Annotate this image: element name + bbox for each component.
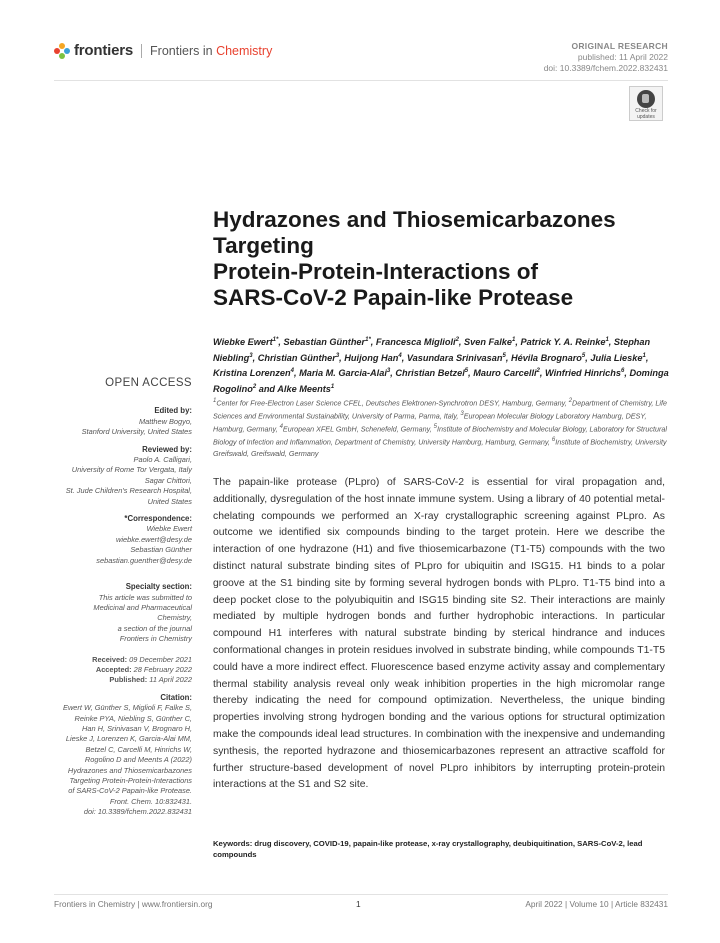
title-line: SARS-CoV-2 Papain-like Protease xyxy=(213,285,574,310)
logo-divider xyxy=(141,44,142,58)
email-link[interactable]: sebastian.guenther@desy.de xyxy=(96,555,192,565)
frontiers-logo-icon xyxy=(54,43,70,59)
citation-label: Citation: xyxy=(160,692,192,702)
affiliations: $^1$Center for Free-Electron Laser Science CFEL, Deutsches Elektronen-Synchrotron DESY, Hamburg, Germany, $^2$Department of Chemistry, Life Sciences and Environmental Sustainability, University of Parma, Parma, Italy, $^3$European Molecular Biology Laboratory Hamburg, DESY, Hamburg, Germany, $^4$European XFEL GmbH, Schenefeld, Germany, $^5$Institute of Biochemistry and Molecular Biology, Laboratory for Structural Biology of Infection and Inflammation, Department of Chemistry, University Hamburg, Hamburg, Germany, $^6$Institute of Biochemistry, University Greifswald, Greifswald, Germany xyxy=(213,398,667,458)
article-meta xyxy=(544,41,668,74)
journal-title: Chemistry xyxy=(216,43,273,58)
footer-divider xyxy=(54,894,668,895)
correspondence-label: *Correspondence: xyxy=(124,514,192,524)
affiliation: Center for Free-Electron Laser Science CFEL, Deutsches Elektronen-Synchrotron DESY, Hamburg, Germany, xyxy=(216,398,567,408)
badge-line-2: updates xyxy=(637,113,655,120)
edited-by-label: Edited by: xyxy=(154,406,192,416)
author[interactable]: Sven Falke$^1$ xyxy=(464,337,516,348)
reviewers: Paolo A. Calligari, University of Rome Tor Vergata, Italy Sagar Chittori, St. Jude Children's Research Hospital, United States xyxy=(65,455,192,506)
bookmark-icon xyxy=(637,90,655,108)
dates xyxy=(40,655,192,686)
author[interactable]: Mauro Carcelli$^2$ xyxy=(473,368,540,379)
author[interactable]: Kristina Lorenzen$^4$ xyxy=(213,368,294,379)
page-number: 1 xyxy=(356,899,361,909)
author[interactable]: Winfried Hinrichs$^6$ xyxy=(545,368,625,379)
affiliation: Institute of Biochemistry and Molecular Biology, Laboratory for Structural Biology of Infection and Inflammation, Department of Chemistry, University Hamburg, Hamburg, Germany, xyxy=(213,424,667,447)
author[interactable]: Francesca Miglioli$^2$ xyxy=(375,337,459,348)
article-info-sidebar xyxy=(40,378,192,822)
specialty-section-label: Specialty section: xyxy=(125,582,192,592)
author[interactable]: Wiebke Ewert$^{1*}$ xyxy=(213,337,279,348)
author-list: Wiebke Ewert$^{1*}$, Sebastian Günther$^{1*}$, Francesca Miglioli$^2$, Sven Falke$^1$, Patrick Y. A. Reinke$^1$, Stephan Niebling$^3$, Christian Günther$^3$, Huijong Han$^4$, Vasundara Srinivasan$^5$, Hévila Brognaro$^5$, Julia Lieske$^1$, Kristina Lorenzen$^4$, Maria M. Garcia-Alai$^3$, Christian Betzel$^5$, Mauro Carcelli$^2$, Winfried Hinrichs$^6$, Dominga Rogolino$^2$ and Alke Meents$^1$ xyxy=(213,337,669,394)
citation: Ewert W, Günther S, Miglioli F, Falke S, Reinke PYA, Niebling S, Günther C, Han H, Srinivasan V, Brognaro H, Lieske J, Lorenzen K, Garcia-Alai MM, Betzel C, Carcelli M, Hinrichs W, Rogolino D and Meents A (2022) Hydrazones and Thiosemicarbazones Targeting Protein-Protein-Interactions of SARS-CoV-2 Papain-like Protease. Front. Chem. 10:832431. doi: 10.3389/fchem.2022.832431 xyxy=(40,703,192,817)
affiliation: European Molecular Biology Laboratory Hamburg, DESY, Hamburg, Germany, xyxy=(213,411,647,434)
journal-name xyxy=(150,44,272,58)
author[interactable]: Stephan Niebling$^3$ xyxy=(213,337,651,363)
author[interactable]: Christian Betzel$^5$ xyxy=(395,368,469,379)
published-date: published: 11 April 2022 xyxy=(577,52,668,62)
author[interactable]: Alke Meents$^1$ xyxy=(277,383,335,394)
affiliation: Institute of Biochemistry, University Greifswald, Greifswald, Germany xyxy=(213,437,667,458)
specialty-section: This article was submitted to Medicinal and Pharmaceutical Chemistry, a section of the journal Frontiers in Chemistry xyxy=(93,592,192,644)
title-line: Protein-Protein-Interactions of xyxy=(213,259,539,284)
article-title xyxy=(213,207,683,311)
author[interactable]: Dominga Rogolino$^2$ xyxy=(213,368,669,394)
affiliation: Department of Chemistry, Life Sciences and Environmental Sustainability, University of Parma, Parma, Italy, xyxy=(213,398,667,421)
title-line: Hydrazones and Thiosemicarbazones xyxy=(213,207,616,232)
author[interactable]: Julia Lieske$^1$ xyxy=(590,352,646,363)
received-date: Received: 09 December 2021 xyxy=(92,654,192,664)
abstract: The papain-like protease (PLpro) of SARS-CoV-2 is essential for viral propagation and, additionally, dysregulation of the host innate immune system. Using a library of 40 potential metal-chelating compounds we performed an X-ray crystallographic screening against PLpro. As outcome we identified six compounds binding to the target protein. Here we describe the interaction of one hydrazone (H1) and five thiosemicarbazone (T1-T5) compounds with the two distinct natural substrate binding sites of PLpro for ubiquitin and ISG15. H1 binds to a polar groove at the S1 binding site by forming several hydrogen bonds with PLpro. T1-T5 bind into a deep pocket close to the polyubiquitin and ISG15 binding site S2. Their interactions are mainly mediated by multiple hydrogen bonds and further hydrophobic interactions. In particular compound H1 interferes with natural substrate binding by sterical hindrance and induces conformational changes in protein residues involved in substrate binding, while compounds T1-T5 could have a more indirect effect. Fluorescence based enzyme activity assay and complementary thermal stability analysis reveal only weak inhibition properties in the high micromolar range thereby indicating the need for compound optimization. Nevertheless, the unique binding properties involving strong hydrogen bonding and the various options for structural optimization make the compounds ideal lead structures. In combination with the inexpensive and undemanding synthesis, the reported hydrazone and thiosemicarbazones represent an attractive scaffold for further structure-based development of novel PLpro inhibitors by interrupting protein-protein interactions at the S1 and S2 site. xyxy=(213,477,665,791)
author[interactable]: Maria M. Garcia-Alai$^3$ xyxy=(299,368,391,379)
accepted-date: Accepted: 28 February 2022 xyxy=(95,664,192,674)
title-line: Targeting xyxy=(213,233,314,258)
header-divider xyxy=(54,80,668,81)
author[interactable]: Christian Günther$^3$ xyxy=(257,352,340,363)
editor: Matthew Bogyo, Stanford University, United States xyxy=(81,416,192,437)
author[interactable]: Vasundara Srinivasan$^5$ xyxy=(406,352,506,363)
badge-line-1: Check for xyxy=(635,108,657,114)
footer-issue-info: April 2022 | Volume 10 | Article 832431 xyxy=(525,899,668,909)
author[interactable]: Sebastian Günther$^{1*}$ xyxy=(283,337,371,348)
affiliation: European XFEL GmbH, Schenefeld, Germany, xyxy=(282,424,432,434)
brand-name: frontiers xyxy=(74,42,134,59)
reviewed-by-label: Reviewed by: xyxy=(142,444,192,454)
article-doi[interactable]: doi: 10.3389/fchem.2022.832431 xyxy=(543,63,668,73)
citation-doi-link[interactable]: doi: 10.3389/fchem.2022.832431 xyxy=(83,807,192,817)
open-access-label: OPEN ACCESS xyxy=(105,377,192,389)
email-link[interactable]: wiebke.ewert@desy.de xyxy=(116,534,192,544)
journal-logo[interactable] xyxy=(54,42,272,59)
check-for-updates-badge[interactable] xyxy=(629,86,663,121)
author[interactable]: Hévila Brognaro$^5$ xyxy=(510,352,586,363)
published-date-sidebar: Published: 11 April 2022 xyxy=(109,675,192,685)
author[interactable]: Patrick Y. A. Reinke$^1$ xyxy=(520,337,609,348)
article-type: ORIGINAL RESEARCH xyxy=(571,41,668,51)
footer-journal-link[interactable]: Frontiers in Chemistry | www.frontiersin.org xyxy=(54,899,213,909)
author[interactable]: Huijong Han$^4$ xyxy=(344,352,402,363)
keywords: Keywords: drug discovery, COVID-19, papain-like protease, x-ray crystallography, deubiquitination, SARS-CoV-2, lead compounds xyxy=(213,839,643,859)
journal-prefix: Frontiers in xyxy=(150,43,213,58)
correspondence: Wiebke Ewert wiebke.ewert@desy.de Sebastian Günther sebastian.guenther@desy.de xyxy=(40,524,192,566)
